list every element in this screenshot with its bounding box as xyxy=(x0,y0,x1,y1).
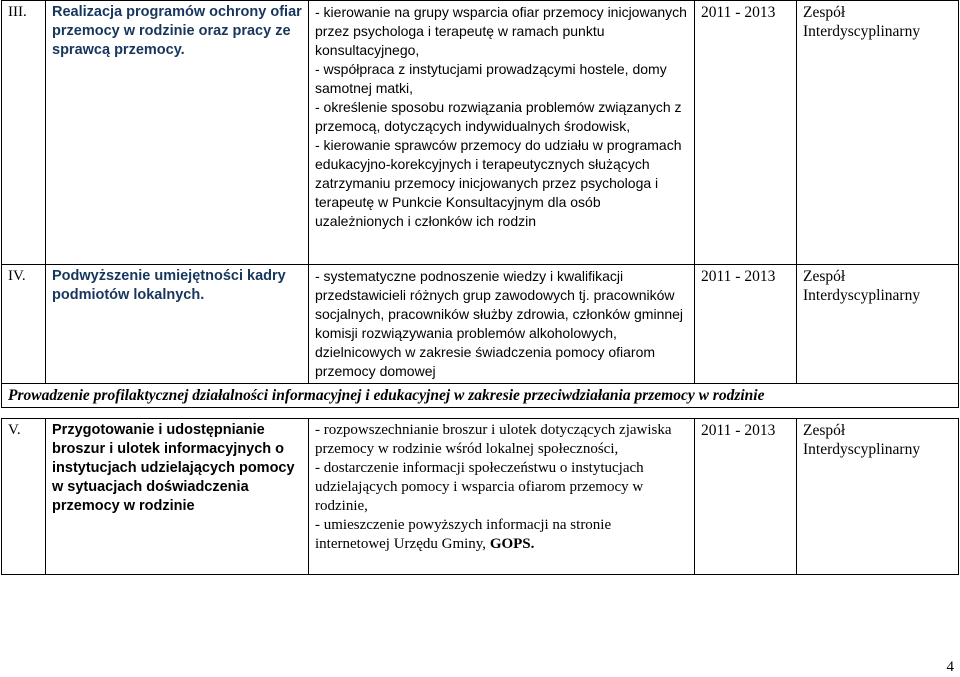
table-row xyxy=(2,265,959,384)
page-number: 4 xyxy=(946,659,954,675)
task-term: 2011 - 2013 xyxy=(695,1,797,265)
row-number: IV. xyxy=(2,265,46,384)
task-description-text: - rozpowszechnianie broszur i ulotek dotyczących zjawiska przemocy w rodzinie wśród lokalnej społeczności, - dostarczenie informacji społeczeństwu o instytucjach udzielających pomocy i wsparcia ofiarom przemocy w rodzinie, - umieszczenie powyższych informacji na stronie internetowej Urzędu Gminy, xyxy=(315,422,672,552)
task-term: 2011 - 2013 xyxy=(695,419,797,575)
table-row xyxy=(2,1,959,265)
task-responsible: Zespół Interdyscyplinarny xyxy=(797,1,959,265)
row-number: III. xyxy=(2,1,46,265)
task-term: 2011 - 2013 xyxy=(695,265,797,384)
task-responsible: Zespół Interdyscyplinarny xyxy=(797,419,959,575)
task-title: Przygotowanie i udostępnianie broszur i ulotek informacyjnych o instytucjach udzielających pomocy w sytuacjach doświadczenia przemocy w rodzinie xyxy=(46,419,309,575)
gops-label: GOPS. xyxy=(489,536,535,552)
task-description: - systematyczne podnoszenie wiedzy i kwalifikacji przedstawicieli różnych grup zawodowych tj. pracowników socjalnych, pracowników służby zdrowia, członków gminnej komisji rozwiązywania problemów alkoholowych, dzielnicowych w zakresie świadczenia pomocy ofiarom przemocy domowej xyxy=(309,265,695,384)
task-description: - kierowanie na grupy wsparcia ofiar przemocy inicjowanych przez psychologa i terapeutę w ramach punktu konsultacyjnego, - współpraca z instytucjami prowadzącymi hostele, domy samotnej matki, - określenie sposobu rozwiązania problemów związanych z przemocą, dotyczących indywidualnych środowisk, - kierowanie sprawców przemocy do udziału w programach edukacyjno-korekcyjnych i terapeutycznych służących zatrzymaniu przemocy inicjowanych przez psychologa i terapeutę w Punkcie Konsultacyjnym dla osób uzależnionych i członków ich rodzin xyxy=(309,1,695,265)
task-title: Realizacja programów ochrony ofiar przemocy w rodzinie oraz pracy ze sprawcą przemocy. xyxy=(46,1,309,265)
plan-table xyxy=(1,0,959,575)
task-responsible: Zespół Interdyscyplinarny xyxy=(797,265,959,384)
spacer-row xyxy=(2,408,959,419)
section-heading: Prowadzenie profilaktycznej działalności informacyjnej i edukacyjnej w zakresie przeciwdziałania przemocy w rodzinie xyxy=(2,384,959,408)
spacer-cell xyxy=(2,408,959,419)
task-description xyxy=(309,419,695,575)
task-title: Podwyższenie umiejętności kadry podmiotów lokalnych. xyxy=(46,265,309,384)
row-number: V. xyxy=(2,419,46,575)
section-heading-row xyxy=(2,384,959,408)
table-row xyxy=(2,419,959,575)
